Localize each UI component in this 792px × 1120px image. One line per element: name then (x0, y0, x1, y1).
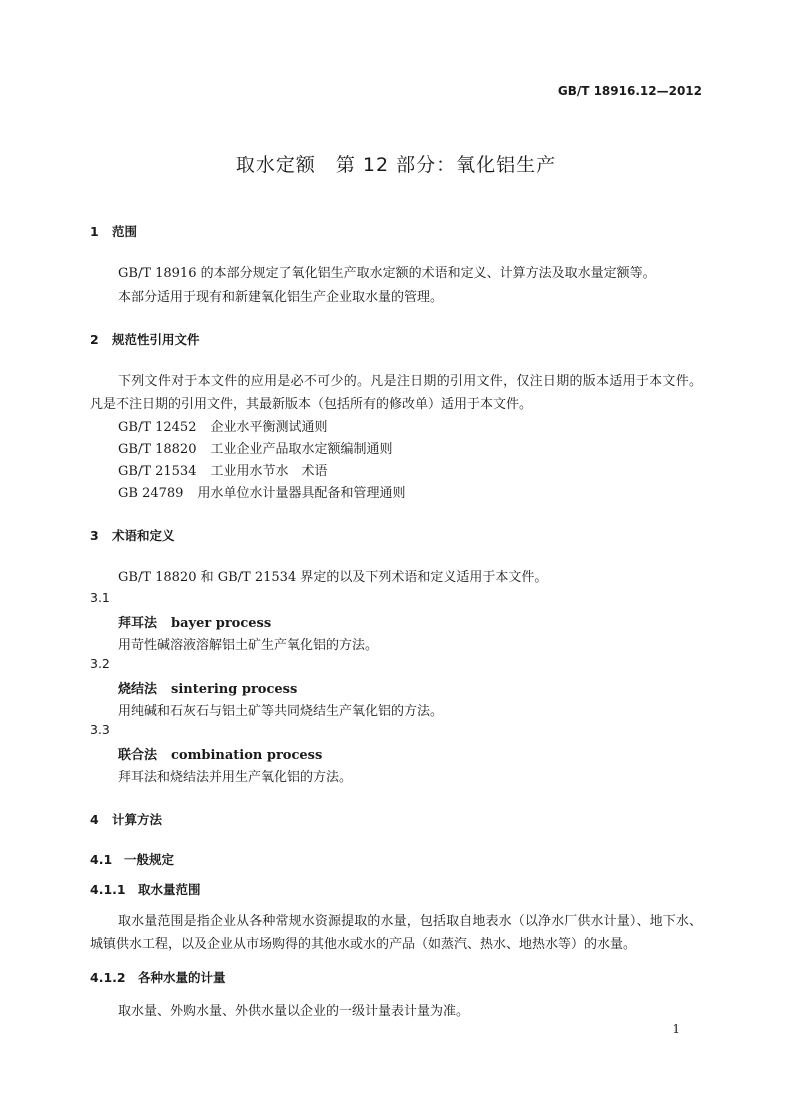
section-number: 4 (90, 812, 99, 827)
reference-title: 企业水平衡测试通则 (210, 420, 328, 435)
reference-title: 工业企业产品取水定额编制通则 (210, 442, 393, 457)
reference-title: 工业用水节水 术语 (210, 464, 328, 479)
paragraph: 取水量、外购水量、外供水量以企业的一级计量表计量为准。 (118, 1004, 470, 1019)
paragraph: GB/T 18820 和 GB/T 21534 界定的以及下列术语和定义适用于本文件。 (118, 570, 548, 585)
reference-code: GB/T 21534 (118, 464, 197, 479)
reference-code: GB 24789 (118, 486, 184, 501)
section-2-heading (90, 330, 200, 348)
term-number: 3.1 (90, 590, 110, 605)
section-title: 规范性引用文件 (112, 332, 200, 347)
section-number: 3 (90, 528, 99, 543)
subsection-number: 4.1 (90, 852, 113, 867)
standard-code: GB/T 18916.12—2012 (557, 84, 702, 98)
paragraph: 取水量范围是指企业从各种常规水资源提取的水量，包括取自地表水（以净水厂供水计量）、地下水、城镇供水工程，以及企业从市场购得的其他水或水的产品（如蒸汽、热水、地热水等）的水量。 (90, 914, 702, 952)
subsection-title: 取水量范围 (138, 882, 201, 897)
term-heading (118, 744, 322, 763)
term-zh: 联合法 (118, 748, 158, 763)
subsection-title: 一般规定 (124, 852, 175, 867)
section-3-heading (90, 526, 175, 544)
paragraph: 下列文件对于本文件的应用是必不可少的。凡是注日期的引用文件，仅注日期的版本适用于本文件。凡是不注日期的引用文件，其最新版本（包括所有的修改单）适用于本文件。 (90, 374, 702, 412)
term-heading (118, 678, 297, 697)
paragraph: GB/T 18916 的本部分规定了氧化铝生产取水定额的术语和定义、计算方法及取水量定额等。 (118, 266, 656, 281)
section-1-heading (90, 222, 137, 240)
section-title: 计算方法 (112, 812, 163, 827)
subsection-title: 各种水量的计量 (138, 970, 226, 985)
term-definition: 拜耳法和烧结法并用生产氧化铝的方法。 (118, 770, 353, 785)
reference-item (118, 438, 393, 457)
term-number: 3.2 (90, 656, 110, 671)
subsection-number: 4.1.2 (90, 970, 126, 985)
section-4-heading (90, 810, 162, 828)
document-title: 取水定额 第 12 部分：氧化铝生产 (235, 154, 557, 176)
section-title: 范围 (112, 224, 138, 239)
reference-title: 用水单位水计量器具配备和管理通则 (197, 486, 406, 501)
reference-code: GB/T 18820 (118, 442, 197, 457)
term-heading (118, 612, 271, 631)
subsection-4-1-1-heading (90, 880, 201, 898)
subsection-number: 4.1.1 (90, 882, 126, 897)
term-zh: 烧结法 (118, 682, 158, 697)
term-en: combination process (171, 748, 323, 763)
subsection-4-1-2-heading (90, 968, 226, 986)
term-en: bayer process (171, 616, 272, 631)
term-zh: 拜耳法 (118, 616, 158, 631)
reference-item (118, 416, 328, 435)
page-number: 1 (672, 1022, 680, 1036)
reference-code: GB/T 12452 (118, 420, 197, 435)
section-number: 2 (90, 332, 99, 347)
section-title: 术语和定义 (112, 528, 175, 543)
term-en: sintering process (171, 682, 298, 697)
reference-item (118, 460, 328, 479)
term-number: 3.3 (90, 722, 110, 737)
reference-item (118, 482, 405, 501)
subsection-4-1-heading (90, 850, 174, 868)
term-definition: 用苛性碱溶液溶解铝土矿生产氧化铝的方法。 (118, 638, 379, 653)
section-number: 1 (90, 224, 99, 239)
paragraph: 本部分适用于现有和新建氧化铝生产企业取水量的管理。 (118, 290, 444, 305)
term-definition: 用纯碱和石灰石与铝土矿等共同烧结生产氧化铝的方法。 (118, 704, 444, 719)
